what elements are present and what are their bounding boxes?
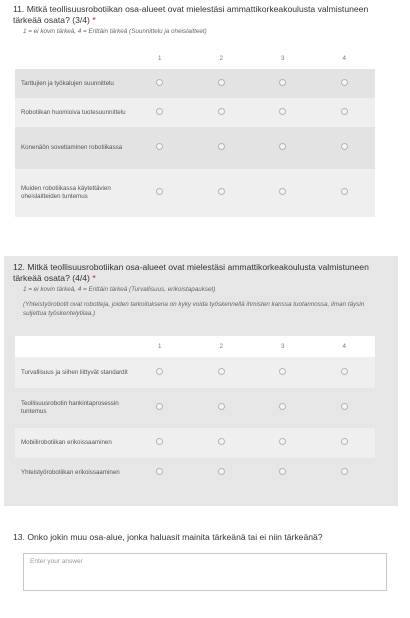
question-11-title-text: 11. Mitkä teollisuusrobotiikan osa-alueet ovat mielestäsi ammattikorkeakoulusta valmistuneen tärkeää osata? (3/4)	[13, 4, 369, 25]
grid-row	[15, 428, 375, 458]
column-header-4: 4	[342, 54, 346, 62]
question-11-title	[13, 4, 370, 26]
radio-cell	[191, 169, 253, 217]
question-12-title	[13, 262, 380, 284]
radio-option-1[interactable]	[156, 468, 163, 475]
row-label: Turvallisuus ja siihen liittyvät standardit	[15, 357, 129, 388]
row-label: Konenäön soveltaminen robotiikassa	[15, 127, 129, 169]
radio-cell	[252, 388, 314, 428]
grid-header-row	[15, 48, 375, 69]
radio-cell	[314, 169, 376, 217]
column-header-3: 3	[252, 336, 314, 357]
grid-row	[15, 98, 375, 127]
row-label: Tarttujien ja työkalujen suunnittelu	[15, 69, 129, 98]
radio-cell	[191, 388, 253, 428]
radio-cell	[191, 357, 253, 388]
radio-option-2[interactable]	[218, 188, 225, 195]
radio-cell	[129, 428, 191, 458]
required-marker: *	[92, 15, 96, 25]
radio-option-2[interactable]	[218, 79, 225, 86]
radio-option-1[interactable]	[156, 79, 163, 86]
grid-row	[15, 458, 375, 488]
radio-option-3[interactable]	[279, 108, 286, 115]
radio-cell	[129, 127, 191, 169]
radio-option-4[interactable]	[341, 143, 348, 150]
radio-option-2[interactable]	[218, 368, 225, 375]
grid-row	[15, 69, 375, 98]
radio-cell	[252, 69, 314, 98]
radio-cell	[314, 69, 376, 98]
radio-cell	[129, 388, 191, 428]
grid-header-row	[15, 336, 375, 357]
radio-option-1[interactable]	[156, 188, 163, 195]
radio-option-2[interactable]	[218, 438, 225, 445]
radio-cell	[129, 458, 191, 488]
radio-option-2[interactable]	[218, 143, 225, 150]
radio-option-4[interactable]	[341, 108, 348, 115]
column-header-4: 4	[314, 336, 376, 357]
grid-row	[15, 127, 375, 169]
question-12-title-text: 12. Mitkä teollisuusrobotiikan osa-alueet ovat mielestäsi ammattikorkeakoulusta valmistuneen tärkeää osata? (4/4)	[13, 262, 369, 283]
radio-option-3[interactable]	[279, 438, 286, 445]
column-header-3: 3	[281, 54, 285, 62]
grid-row	[15, 357, 375, 388]
radio-option-1[interactable]	[156, 108, 163, 115]
radio-cell	[314, 357, 376, 388]
radio-cell	[314, 428, 376, 458]
radio-cell	[252, 357, 314, 388]
required-marker: *	[92, 273, 96, 283]
radio-option-3[interactable]	[279, 143, 286, 150]
radio-option-1[interactable]	[156, 403, 163, 410]
radio-cell	[129, 357, 191, 388]
radio-cell	[314, 388, 376, 428]
radio-option-3[interactable]	[279, 468, 286, 475]
radio-cell	[314, 458, 376, 488]
radio-cell	[252, 428, 314, 458]
radio-option-4[interactable]	[341, 468, 348, 475]
answer-text-field[interactable]	[23, 553, 387, 591]
radio-cell	[129, 169, 191, 217]
radio-cell	[191, 458, 253, 488]
radio-option-4[interactable]	[341, 368, 348, 375]
radio-option-3[interactable]	[279, 188, 286, 195]
radio-option-4[interactable]	[341, 188, 348, 195]
question-12-likert-grid	[15, 336, 375, 488]
radio-option-2[interactable]	[218, 108, 225, 115]
column-header-1: 1	[158, 54, 162, 62]
radio-cell	[191, 69, 253, 98]
radio-cell	[191, 127, 253, 169]
radio-option-3[interactable]	[279, 368, 286, 375]
radio-option-3[interactable]	[279, 79, 286, 86]
row-label: Yhteistyörobotiikan erikoissaaminen	[15, 458, 129, 488]
question-12-scale-note: 1 = ei kovin tärkeä, 4 = Erittäin tärkeä (Turvallisuus, erikoistapaukset)	[23, 286, 216, 293]
question-11-scale-note: 1 = ei kovin tärkeä, 4 = Erittäin tärkeä (Suunnittelu ja oheislaitteet)	[23, 28, 207, 35]
row-label: Muiden robotiikassa käytettävien oheislaitteiden tuntemus	[15, 169, 129, 217]
row-label: Robotiikan huomioiva tuotesuunnittelu	[15, 98, 129, 127]
grid-header-spacer	[15, 336, 129, 357]
radio-option-1[interactable]	[156, 143, 163, 150]
question-12	[0, 262, 410, 318]
radio-option-2[interactable]	[218, 403, 225, 410]
radio-option-2[interactable]	[218, 468, 225, 475]
radio-cell	[191, 428, 253, 458]
radio-cell	[252, 458, 314, 488]
radio-option-1[interactable]	[156, 368, 163, 375]
radio-option-3[interactable]	[279, 403, 286, 410]
grid-header-spacer	[15, 48, 129, 69]
radio-option-4[interactable]	[341, 79, 348, 86]
question-12-description: (Yhteistyörobotit ovat robotteja, joiden tarkoituksena on kyky voida työskennellä ihmisten kanssa tuotannossa, ilman täysin suljettua työskentelytilaa.)	[23, 301, 365, 317]
column-header-2: 2	[219, 54, 223, 62]
radio-option-1[interactable]	[156, 438, 163, 445]
radio-cell	[129, 98, 191, 127]
radio-cell	[252, 98, 314, 127]
grid-row	[15, 169, 375, 217]
radio-cell	[252, 127, 314, 169]
radio-cell	[314, 127, 376, 169]
grid-row	[15, 388, 375, 428]
radio-cell	[191, 98, 253, 127]
question-11	[0, 4, 410, 36]
row-label: Mobiilirobotiikan erikoissaaminen	[15, 428, 129, 458]
column-header-1: 1	[129, 336, 191, 357]
radio-cell	[314, 98, 376, 127]
question-13-title: 13. Onko jokin muu osa-alue, jonka haluasit mainita tärkeänä tai ei niin tärkeänä?	[13, 532, 323, 542]
row-label: Teollisuusrobotin hankintaprosessin tuntemus	[15, 388, 129, 428]
radio-cell	[129, 69, 191, 98]
radio-option-4[interactable]	[341, 438, 348, 445]
radio-option-4[interactable]	[341, 403, 348, 410]
radio-cell	[252, 169, 314, 217]
question-11-likert-grid	[15, 48, 375, 217]
question-13	[0, 532, 410, 543]
column-header-2: 2	[191, 336, 253, 357]
